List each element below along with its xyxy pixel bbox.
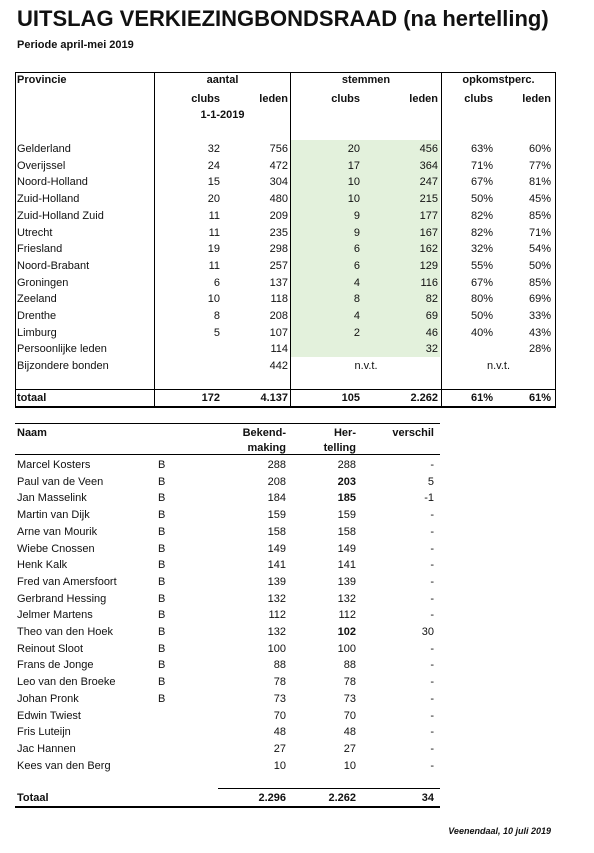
hertelling-votes: 88 <box>343 659 356 672</box>
page-title: UITSLAG VERKIEZINGBONDSRAAD (na hertelling) <box>17 6 549 31</box>
province-name: Bijzondere bonden <box>17 360 109 373</box>
hertelling-votes: 149 <box>337 542 356 555</box>
province-name: Zeeland <box>17 293 57 306</box>
stemmen-clubs: 8 <box>353 293 360 306</box>
stemmen-clubs: 10 <box>347 193 360 206</box>
total-label: totaal <box>17 392 47 404</box>
hertelling-votes: 78 <box>343 676 356 689</box>
opkomst-leden: 85% <box>528 209 551 222</box>
bekendmaking-votes: 88 <box>273 659 286 672</box>
table1-divider <box>154 72 155 408</box>
opkomst-leden: 85% <box>528 276 551 289</box>
candidate-mark: B <box>158 542 166 555</box>
aantal-clubs: 11 <box>208 259 220 272</box>
opkomst-leden: 50% <box>528 259 551 272</box>
aantal-clubs: 6 <box>213 276 220 289</box>
stemmen-leden: 69 <box>425 310 438 322</box>
verschil-value: - <box>430 509 434 522</box>
candidate-name: Jac Hannen <box>17 742 76 755</box>
hertelling-votes: 27 <box>343 742 356 755</box>
header-date: 1-1-2019 <box>200 109 245 121</box>
bekendmaking-votes: 141 <box>267 559 286 572</box>
bekendmaking-votes: 184 <box>267 492 286 505</box>
aantal-leden: 480 <box>269 193 288 206</box>
province-name: Noord-Holland <box>17 176 88 189</box>
total-leden: 4.137 <box>260 392 288 404</box>
total-opkomst-clubs: 61% <box>470 392 493 404</box>
header-stemmen: stemmen <box>341 74 391 86</box>
table1-total-border <box>15 389 556 390</box>
verschil-value: -1 <box>424 492 434 505</box>
candidate-name: Fred van Amersfoort <box>17 575 117 588</box>
table1-right-border <box>555 72 556 408</box>
aantal-clubs: 19 <box>207 243 220 256</box>
candidate-mark: B <box>158 659 166 672</box>
header-leden: leden <box>259 93 288 105</box>
province-name: Utrecht <box>17 226 53 239</box>
hertelling-votes: 159 <box>337 509 356 522</box>
header-bekendmaking-1: Bekend- <box>242 427 286 439</box>
candidate-mark: B <box>158 475 166 488</box>
table2-total-border <box>218 788 440 789</box>
opkomst-leden: 33% <box>528 310 551 322</box>
stemmen-clubs: 6 <box>353 243 360 256</box>
province-name: Overijssel <box>17 159 66 172</box>
opkomst-clubs: 71% <box>470 159 493 172</box>
hertelling-votes: 288 <box>337 459 356 471</box>
stemmen-nvt: n.v.t. <box>354 360 378 373</box>
verschil-value: - <box>430 676 434 689</box>
province-name: Zuid-Holland Zuid <box>17 209 104 222</box>
hertelling-votes: 73 <box>343 692 356 705</box>
header-hertelling-2: telling <box>323 442 356 454</box>
stemmen-clubs: 10 <box>347 176 360 189</box>
opkomst-clubs: 32% <box>470 243 493 256</box>
candidate-name: Kees van den Berg <box>17 759 111 772</box>
opkomst-clubs: 55% <box>470 259 493 272</box>
bekendmaking-votes: 27 <box>273 742 286 755</box>
aantal-clubs: 24 <box>207 159 220 172</box>
verschil-value: - <box>430 575 434 588</box>
bekendmaking-votes: 132 <box>267 626 286 638</box>
candidate-mark: B <box>158 509 166 522</box>
bekendmaking-votes: 78 <box>273 676 286 689</box>
aantal-clubs: 11 <box>208 209 220 222</box>
verschil-value: - <box>430 742 434 755</box>
candidate-name: Jelmer Martens <box>17 609 93 622</box>
candidate-name: Frans de Jonge <box>17 659 94 672</box>
opkomst-clubs: 82% <box>470 226 493 239</box>
province-name: Gelderland <box>17 143 71 155</box>
candidate-name: Henk Kalk <box>17 559 68 572</box>
opkomst-leden: 81% <box>528 176 551 189</box>
aantal-leden: 472 <box>269 159 288 172</box>
opkomst-leden: 43% <box>528 326 551 339</box>
aantal-leden: 107 <box>269 326 288 339</box>
aantal-clubs: 11 <box>208 226 220 239</box>
stemmen-leden: 247 <box>419 176 438 189</box>
candidate-mark: B <box>158 492 166 505</box>
header-opkomst-leden: leden <box>522 93 551 105</box>
province-name: Persoonlijke leden <box>17 343 107 356</box>
aantal-clubs: 8 <box>213 310 220 322</box>
opkomst-leden: 60% <box>528 143 551 155</box>
table1-bottom-border <box>15 406 556 408</box>
province-name: Noord-Brabant <box>17 259 90 272</box>
hertelling-votes: 102 <box>337 626 356 638</box>
page-subtitle: Periode april-mei 2019 <box>17 39 134 51</box>
candidate-mark: B <box>158 525 166 538</box>
total2-verschil: 34 <box>421 792 434 804</box>
candidate-mark: B <box>158 642 166 655</box>
candidate-name: Johan Pronk <box>17 692 79 705</box>
bekendmaking-votes: 158 <box>267 525 286 538</box>
candidate-mark: B <box>158 609 166 622</box>
opkomst-leden: 71% <box>528 226 551 239</box>
aantal-clubs: 10 <box>207 293 220 306</box>
hertelling-votes: 100 <box>337 642 356 655</box>
stemmen-leden: 456 <box>419 143 438 155</box>
opkomst-clubs: 82% <box>470 209 493 222</box>
candidate-name: Gerbrand Hessing <box>17 592 107 605</box>
header-opkomst: opkomstperc. <box>462 74 535 86</box>
header-stemmen-clubs: clubs <box>331 93 360 105</box>
hertelling-votes: 158 <box>337 525 356 538</box>
province-name: Limburg <box>17 326 57 339</box>
bekendmaking-votes: 132 <box>267 592 286 605</box>
hertelling-votes: 139 <box>337 575 356 588</box>
candidate-name: Reinout Sloot <box>17 642 84 655</box>
bekendmaking-votes: 48 <box>273 726 286 739</box>
candidate-name: Fris Luteijn <box>17 726 71 739</box>
stemmen-leden: 129 <box>419 259 438 272</box>
verschil-value: - <box>430 709 434 722</box>
total2-bekendmaking: 2.296 <box>258 792 286 804</box>
opkomst-clubs: 80% <box>470 293 493 306</box>
verschil-value: - <box>430 609 434 622</box>
opkomst-clubs: 40% <box>470 326 493 339</box>
aantal-leden: 137 <box>269 276 288 289</box>
bekendmaking-votes: 10 <box>273 759 286 772</box>
candidate-mark: B <box>158 459 166 471</box>
candidate-name: Arne van Mourik <box>17 525 98 538</box>
candidate-name: Wiebe Cnossen <box>17 542 95 555</box>
stemmen-leden: 364 <box>419 159 438 172</box>
bekendmaking-votes: 73 <box>273 692 286 705</box>
candidate-name: Leo van den Broeke <box>17 676 116 689</box>
verschil-value: - <box>430 659 434 672</box>
table2-bottom-border <box>15 806 440 808</box>
total2-label: Totaal <box>17 792 49 804</box>
aantal-leden: 304 <box>269 176 288 189</box>
candidate-name: Martin van Dijk <box>17 509 90 522</box>
verschil-value: 30 <box>421 626 434 638</box>
stemmen-clubs: 4 <box>353 276 360 289</box>
candidate-name: Edwin Twiest <box>17 709 81 722</box>
aantal-leden: 114 <box>270 343 288 356</box>
table1-left-border <box>15 72 16 408</box>
aantal-leden: 257 <box>269 259 288 272</box>
stemmen-leden: 46 <box>425 326 438 339</box>
stemmen-clubs: 9 <box>353 226 360 239</box>
bekendmaking-votes: 139 <box>267 575 286 588</box>
aantal-leden: 756 <box>269 143 288 155</box>
aantal-clubs: 5 <box>213 326 220 339</box>
verschil-value: - <box>430 525 434 538</box>
aantal-clubs: 20 <box>207 193 220 206</box>
stemmen-leden: 215 <box>419 193 438 206</box>
bekendmaking-votes: 208 <box>267 475 286 488</box>
verschil-value: - <box>430 542 434 555</box>
opkomst-clubs: 50% <box>470 310 493 322</box>
stemmen-clubs: 17 <box>347 159 360 172</box>
hertelling-votes: 70 <box>343 709 356 722</box>
bekendmaking-votes: 149 <box>267 542 286 555</box>
stemmen-leden: 32 <box>425 343 438 356</box>
verschil-value: - <box>430 459 434 471</box>
header-verschil: verschil <box>392 427 434 439</box>
opkomst-leden: 54% <box>528 243 551 256</box>
header-clubs: clubs <box>191 93 220 105</box>
province-name: Zuid-Holland <box>17 193 80 206</box>
opkomst-clubs: 50% <box>470 193 493 206</box>
footer-place-date: Veenendaal, 10 juli 2019 <box>448 826 551 836</box>
header-bekendmaking-2: making <box>247 442 286 454</box>
table1-divider <box>441 72 442 408</box>
aantal-leden: 118 <box>270 293 288 306</box>
candidate-mark: B <box>158 592 166 605</box>
bekendmaking-votes: 288 <box>267 459 286 471</box>
bekendmaking-votes: 159 <box>267 509 286 522</box>
aantal-leden: 235 <box>269 226 288 239</box>
header-naam: Naam <box>17 427 47 439</box>
stemmen-clubs: 6 <box>353 259 360 272</box>
aantal-leden: 298 <box>269 243 288 256</box>
opkomst-leden: 28% <box>528 343 551 356</box>
bekendmaking-votes: 70 <box>273 709 286 722</box>
opkomst-nvt: n.v.t. <box>486 360 511 373</box>
candidate-name: Marcel Kosters <box>17 459 91 471</box>
aantal-clubs: 15 <box>207 176 220 189</box>
stemmen-leden: 162 <box>419 243 438 256</box>
verschil-value: - <box>430 642 434 655</box>
candidate-mark: B <box>158 559 166 572</box>
hertelling-votes: 132 <box>337 592 356 605</box>
total-clubs: 172 <box>201 392 220 404</box>
candidate-mark: B <box>158 676 166 689</box>
opkomst-leden: 69% <box>528 293 551 306</box>
bekendmaking-votes: 112 <box>268 609 286 622</box>
header-stemmen-leden: leden <box>409 93 438 105</box>
opkomst-clubs: 67% <box>470 276 493 289</box>
province-name: Drenthe <box>17 310 57 322</box>
hertelling-votes: 203 <box>337 475 356 488</box>
verschil-value: - <box>430 692 434 705</box>
header-hertelling-1: Her- <box>333 427 356 439</box>
stemmen-leden: 116 <box>420 276 438 289</box>
verschil-value: - <box>430 726 434 739</box>
header-opkomst-clubs: clubs <box>464 93 493 105</box>
stemmen-clubs: 20 <box>347 143 360 155</box>
stemmen-leden: 82 <box>425 293 438 306</box>
opkomst-clubs: 67% <box>470 176 493 189</box>
candidate-mark: B <box>158 575 166 588</box>
header-aantal: aantal <box>206 74 239 86</box>
candidate-name: Jan Masselink <box>17 492 87 505</box>
verschil-value: - <box>430 592 434 605</box>
candidate-name: Paul van de Veen <box>17 475 104 488</box>
province-name: Friesland <box>17 243 63 256</box>
total-stemmen-leden: 2.262 <box>410 392 438 404</box>
verschil-value: - <box>430 759 434 772</box>
opkomst-clubs: 63% <box>470 143 493 155</box>
hertelling-votes: 141 <box>337 559 356 572</box>
stemmen-leden: 167 <box>419 226 438 239</box>
opkomst-leden: 77% <box>528 159 551 172</box>
stemmen-clubs: 9 <box>353 209 360 222</box>
stemmen-clubs: 2 <box>353 326 360 339</box>
province-name: Groningen <box>17 276 69 289</box>
aantal-leden: 209 <box>269 209 288 222</box>
total2-hertelling: 2.262 <box>328 792 356 804</box>
opkomst-leden: 45% <box>528 193 551 206</box>
header-provincie: Provincie <box>17 74 67 86</box>
hertelling-votes: 185 <box>337 492 356 505</box>
aantal-clubs: 32 <box>207 143 220 155</box>
candidate-name: Theo van den Hoek <box>17 626 114 638</box>
table1-divider <box>290 72 291 408</box>
candidate-mark: B <box>158 626 166 638</box>
stemmen-clubs: 4 <box>353 310 360 322</box>
bekendmaking-votes: 100 <box>267 642 286 655</box>
verschil-value: - <box>430 559 434 572</box>
aantal-leden: 208 <box>269 310 288 322</box>
aantal-leden: 442 <box>269 360 288 373</box>
hertelling-votes: 112 <box>338 609 356 622</box>
candidate-mark: B <box>158 692 166 705</box>
verschil-value: 5 <box>427 475 434 488</box>
hertelling-votes: 10 <box>343 759 356 772</box>
total-stemmen-clubs: 105 <box>341 392 360 404</box>
hertelling-votes: 48 <box>343 726 356 739</box>
stemmen-leden: 177 <box>419 209 438 222</box>
total-opkomst-leden: 61% <box>528 392 551 404</box>
table2-top-border <box>15 423 440 424</box>
